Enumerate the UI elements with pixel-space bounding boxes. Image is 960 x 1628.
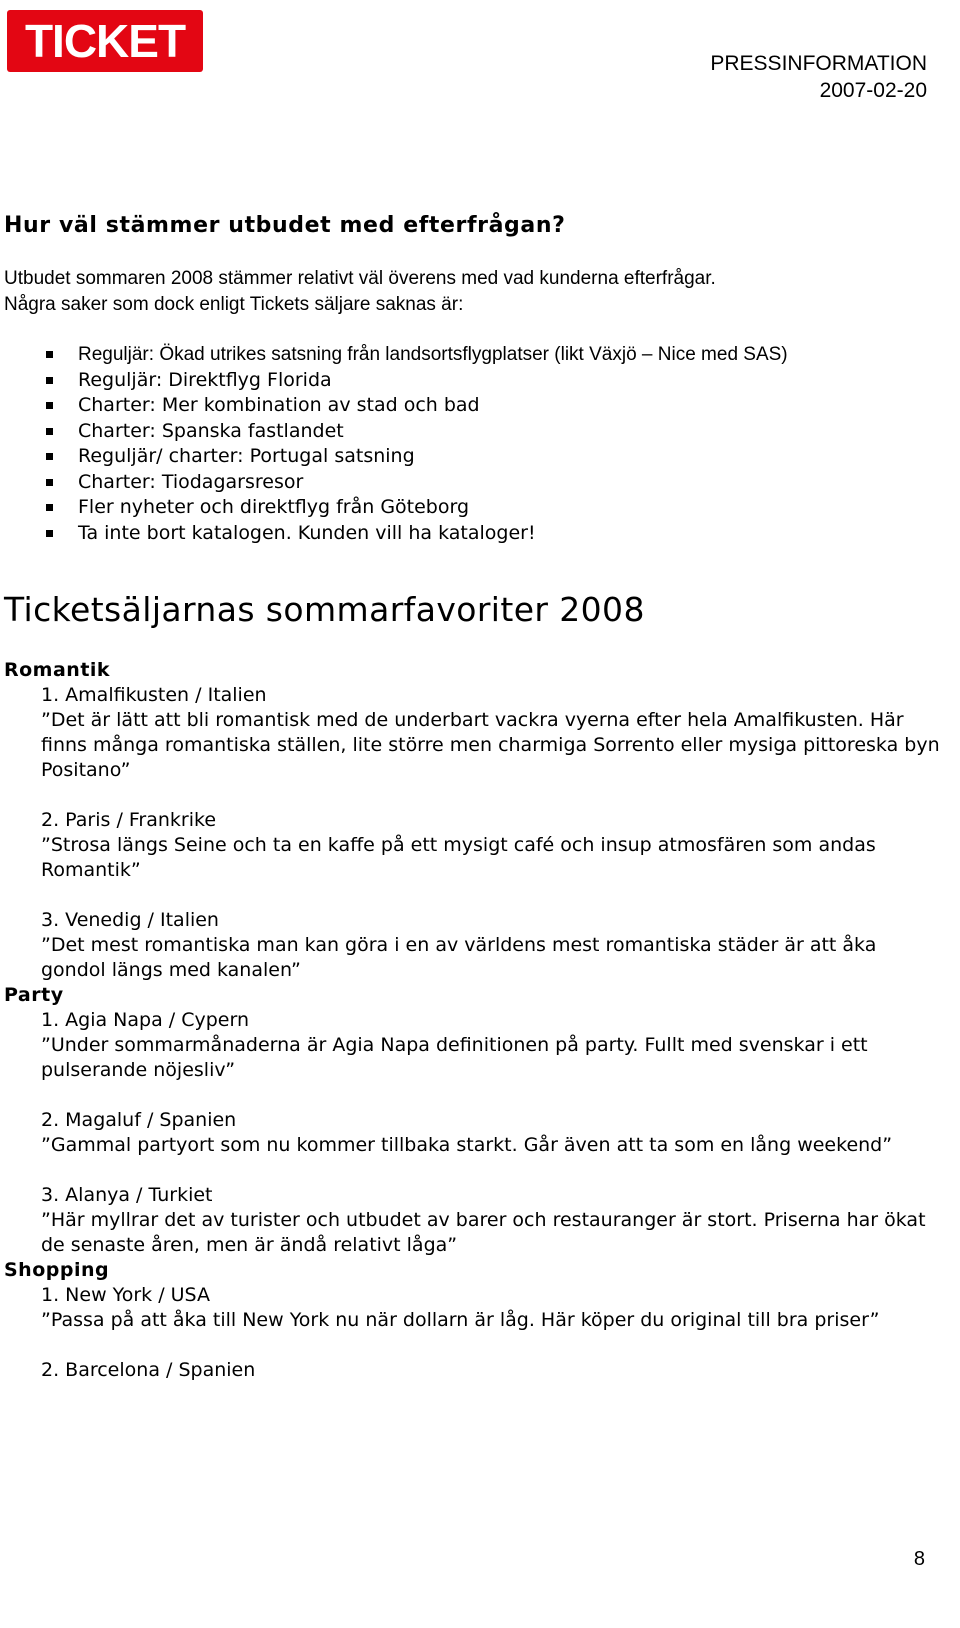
bullet-square-icon: [46, 428, 53, 435]
list-item: [4, 444, 944, 470]
entry-place: 3. Venedig / Italien: [41, 909, 219, 931]
favorite-entry: [41, 1283, 944, 1333]
favorite-entry: [41, 1358, 944, 1383]
ticket-logo: [7, 10, 203, 72]
entry-place: 2. Magaluf / Spanien: [41, 1109, 237, 1131]
entry-place: 2. Paris / Frankrike: [41, 809, 217, 831]
bullet-square-icon: [46, 377, 53, 384]
category-title-romantik: Romantik: [4, 659, 111, 681]
entry-quote: ”Passa på att åka till New York nu när dollarn är låg. Här köper du original till bra priser”: [41, 1309, 880, 1331]
list-item: [4, 342, 944, 368]
entry-place: 1. Amalfikusten / Italien: [41, 684, 267, 706]
list-item-text: Ta inte bort katalogen. Kunden vill ha kataloger!: [78, 521, 536, 544]
entry-quote: ”Strosa längs Seine och ta en kaffe på ett mysigt café och insup atmosfären som andas Romantik”: [41, 834, 876, 881]
favorite-entry: [41, 808, 944, 883]
list-item: [4, 368, 944, 394]
entry-quote: ”Det mest romantiska man kan göra i en av världens mest romantiska städer är att åka gondol längs med kanalen”: [41, 934, 877, 981]
list-item-text: Reguljär/ charter: Portugal satsning: [78, 445, 415, 467]
entry-place: 3. Alanya / Turkiet: [41, 1184, 213, 1206]
favorite-entry: [41, 683, 944, 783]
category-title-party: Party: [4, 984, 64, 1006]
favorite-entry: [41, 908, 944, 983]
list-item-text: Charter: Spanska fastlandet: [78, 419, 344, 442]
list-item-text: Reguljär: Direktflyg Florida: [78, 368, 332, 391]
category-title-shopping: Shopping: [4, 1259, 110, 1281]
entry-place: 1. Agia Napa / Cypern: [41, 1009, 250, 1031]
entry-quote: ”Här myllrar det av turister och utbudet av barer och restauranger är stort. Priserna har ökat de senaste åren, men är ändå relativt låga”: [41, 1209, 926, 1256]
bullet-square-icon: [46, 504, 53, 511]
bullet-square-icon: [46, 402, 53, 409]
missing-items-list: [4, 342, 944, 546]
bullet-square-icon: [46, 530, 53, 537]
intro-line: Utbudet sommaren 2008 stämmer relativt väl överens med vad kunderna efterfrågar.: [4, 268, 716, 289]
document-body: [4, 212, 944, 1383]
list-item: [4, 521, 944, 547]
bullet-square-icon: [46, 351, 53, 358]
favorite-entry: [41, 1008, 944, 1083]
entry-place: 1. New York / USA: [41, 1284, 210, 1306]
list-item: [4, 393, 944, 419]
list-item-text: Charter: Tiodagarsresor: [78, 470, 304, 493]
favorites-heading: Ticketsäljarnas sommarfavoriter 2008: [4, 590, 645, 629]
list-item: [4, 495, 944, 521]
list-item-text: Reguljär: Ökad utrikes satsning från landsortsflygplatser (likt Växjö – Nice med SAS): [78, 344, 788, 365]
press-header: [710, 50, 927, 104]
press-label: PRESSINFORMATION: [710, 52, 927, 75]
intro-line: Några saker som dock enligt Tickets säljare saknas är:: [4, 294, 464, 315]
intro-paragraph: [4, 266, 944, 318]
bullet-square-icon: [46, 479, 53, 486]
list-item: [4, 470, 944, 496]
favorite-entry: [41, 1183, 944, 1258]
entry-quote: ”Under sommarmånaderna är Agia Napa definitionen på party. Fullt med svenskar i ett pulserande nöjesliv”: [41, 1034, 868, 1081]
list-item-text: Fler nyheter och direktflyg från Göteborg: [78, 496, 470, 518]
list-item: [4, 419, 944, 445]
page-number: 8: [913, 1548, 925, 1570]
list-item-text: Charter: Mer kombination av stad och bad: [78, 394, 480, 416]
entry-quote: ”Det är lätt att bli romantisk med de underbart vackra vyerna efter hela Amalfikusten. Här finns många romantiska ställen, lite större men charmiga Sorrento eller mysiga pittoreska byn Positano”: [41, 709, 940, 781]
favorite-entry: [41, 1108, 944, 1158]
bullet-square-icon: [46, 453, 53, 460]
press-date: 2007-02-20: [819, 79, 927, 102]
section-question-title: Hur väl stämmer utbudet med efterfrågan?: [4, 213, 566, 238]
entry-place: 2. Barcelona / Spanien: [41, 1359, 256, 1381]
logo-text: TICKET: [24, 15, 186, 67]
entry-quote: ”Gammal partyort som nu kommer tillbaka starkt. Går även att ta som en lång weekend”: [41, 1134, 893, 1156]
